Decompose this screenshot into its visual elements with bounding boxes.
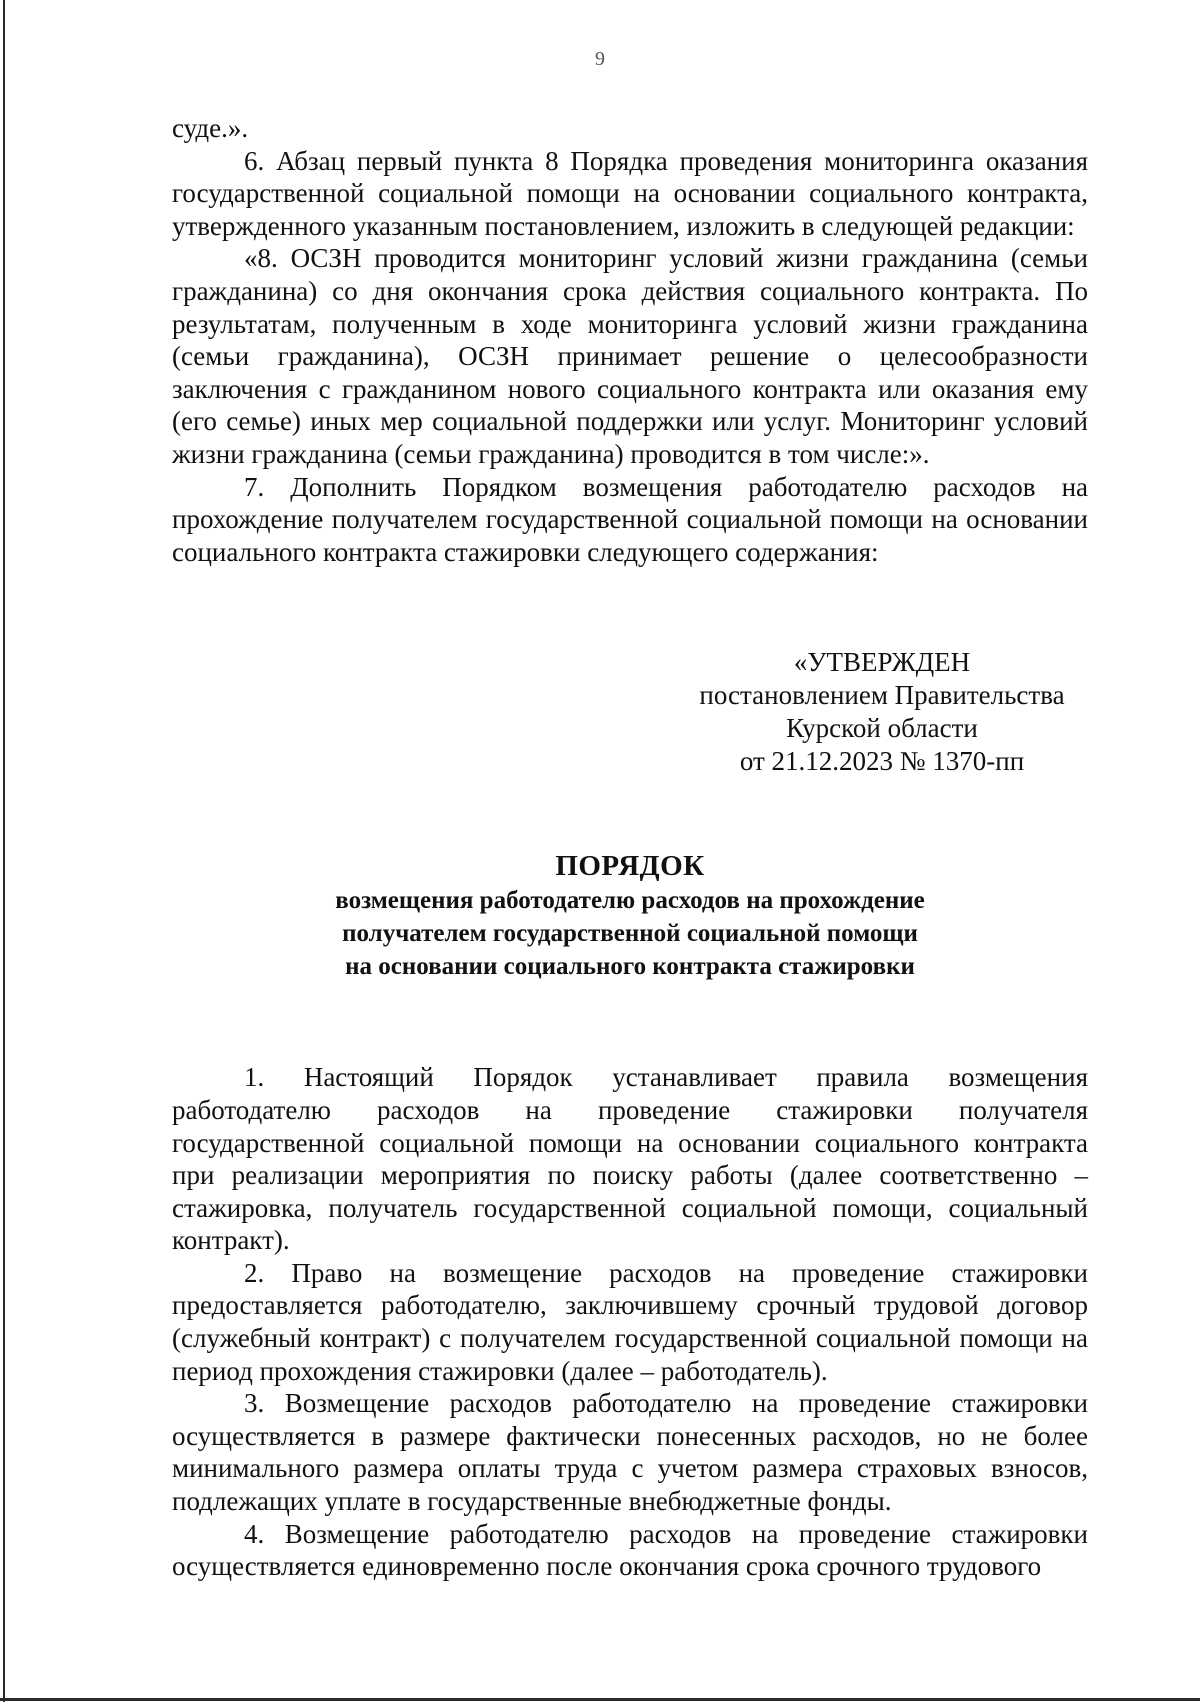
page-number: 9 bbox=[595, 48, 605, 70]
heading-line-1: возмещения работодателю расходов на прохождение bbox=[335, 887, 925, 915]
paragraph-order-4: 4. Возмещение работодателю расходов на проведение стажировки осуществляется единовременно после окончания срока срочного трудового bbox=[172, 1518, 1088, 1582]
paragraph-item-6: 6. Абзац первый пункта 8 Порядка проведения мониторинга оказания государственной социальной помощи на основании социального контракта, утвержденного указанным постановлением, изложить в следующей редакции: bbox=[172, 145, 1088, 241]
approval-line-3: Курской области bbox=[786, 713, 978, 744]
approval-line-1: «УТВЕРЖДЕН bbox=[793, 647, 971, 678]
scan-bottom-edge bbox=[0, 1698, 1200, 1701]
paragraph-quote-8: «8. ОСЗН проводится мониторинг условий жизни гражданина (семьи гражданина) со дня окончания срока действия социального контракта. По результатам, полученным в ходе мониторинга условий жизни гражданина (семьи гражданина), ОСЗН принимает решение о целесообразности заключения с гражданином нового социального контракта или оказания ему (его семье) иных мер социальной поддержки или услуг. Мониторинг условий жизни гражданина (семьи гражданина) проводится в том числе:». bbox=[172, 243, 1088, 469]
paragraph-continuation: суде.». bbox=[172, 113, 249, 143]
heading-title: ПОРЯДОК bbox=[555, 850, 705, 883]
scan-left-edge bbox=[3, 0, 5, 1702]
approval-stamp-block bbox=[672, 646, 1092, 778]
approval-line-2: постановлением Правительства bbox=[699, 680, 1065, 711]
heading-line-2: получателем государственной социальной помощи bbox=[342, 920, 918, 948]
document-body bbox=[172, 112, 1088, 1583]
heading-line-3: на основании социального контракта стажировки bbox=[345, 953, 915, 981]
approval-line-4: от 21.12.2023 № 1370-пп bbox=[739, 746, 1025, 777]
spacer bbox=[172, 983, 1088, 1061]
paragraph-order-2: 2. Право на возмещение расходов на проведение стажировки предоставляется работодателю, заключившему срочный трудовой договор (служебный контракт) с получателем государственной социальной помощи на период прохождения стажировки (далее – работодатель). bbox=[172, 1257, 1088, 1386]
paragraph-item-7: 7. Дополнить Порядком возмещения работодателю расходов на прохождение получателем государственной социальной помощи на основании социального контракта стажировки следующего содержания: bbox=[172, 471, 1088, 567]
document-heading bbox=[172, 848, 1088, 983]
paragraph-order-1: 1. Настоящий Порядок устанавливает правила возмещения работодателю расходов на проведение стажировки получателя государственной социальной помощи на основании социального контракта при реализации мероприятия по поиску работы (далее соответственно – стажировка, получатель государственной социальной помощи, социальный контракт). bbox=[172, 1062, 1088, 1256]
paragraph-order-3: 3. Возмещение расходов работодателю на проведение стажировки осуществляется в размере фактически понесенных расходов, но не более минимального размера оплаты труда с учетом размера страховых взносов, подлежащих уплате в государственные внебюджетные фонды. bbox=[172, 1388, 1088, 1517]
